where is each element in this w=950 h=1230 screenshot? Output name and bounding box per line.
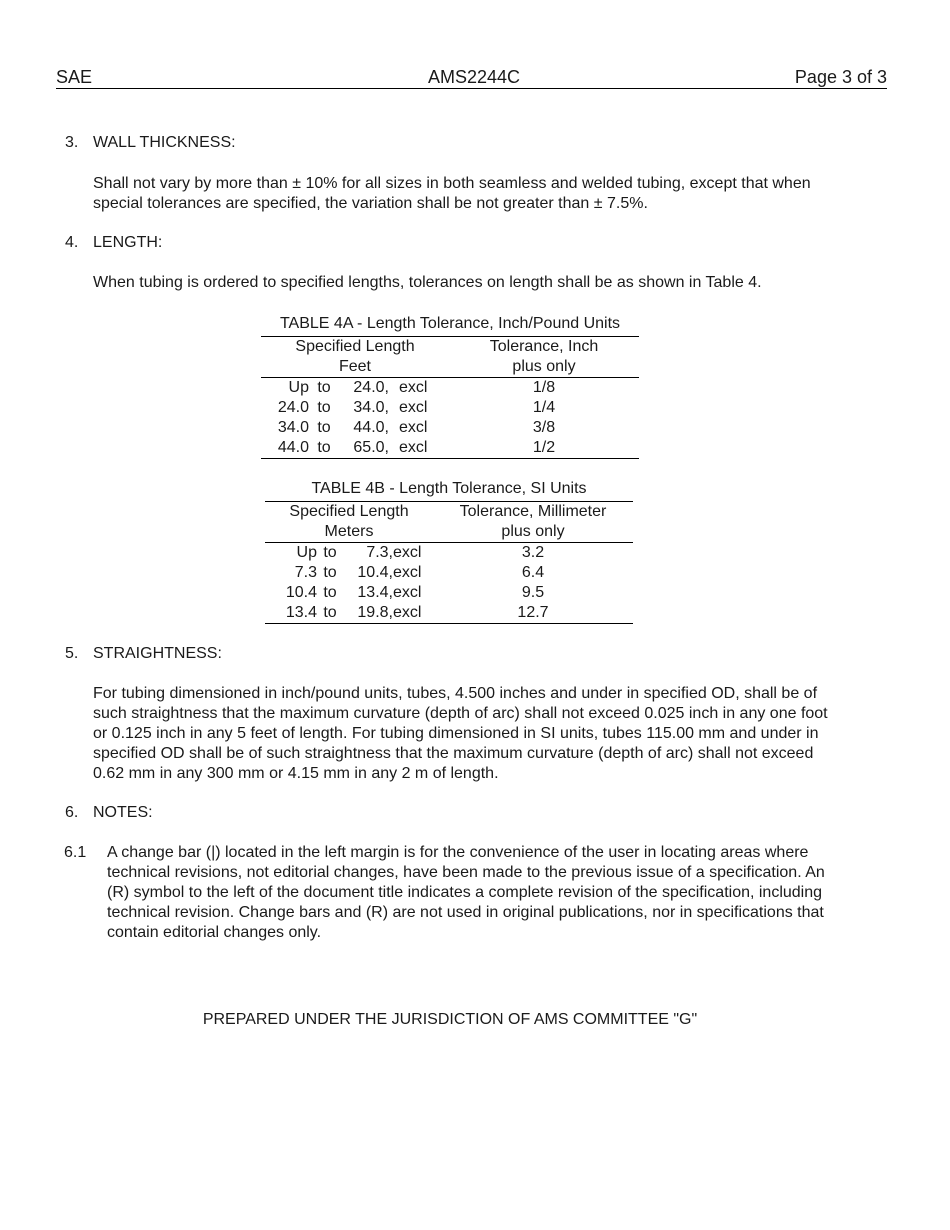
section-5-text: For tubing dimensioned in inch/pound units, tubes, 4.500 inches and under in specified OD, shall be of such straightness that the maximum curvature (depth of arc) shall not exceed 0.025 inch in any one foot or 0.125 inch in any 5 feet of length. For tubing dimensioned in SI units, tubes 115.00 mm and under in specified OD shall be of such straightness that the maximum curvature (depth of arc) shall not exceed 0.62 mm in any 300 mm or 4.15 mm in any 2 m of length. <box>93 685 828 782</box>
table-4a <box>261 336 639 459</box>
header-org: SAE <box>56 67 93 87</box>
length-from: Up <box>296 544 317 561</box>
length-from: 24.0 <box>277 399 309 416</box>
section-3-title: WALL THICKNESS: <box>93 134 236 151</box>
table-4b-col1-header: Specified Length <box>289 503 409 520</box>
length-value: 24.0, <box>353 379 389 396</box>
length-value: 7.3, <box>366 544 393 561</box>
length-from: 13.4 <box>265 603 317 624</box>
length-excl: excl <box>399 379 428 396</box>
section-4-number: 4. <box>65 234 79 251</box>
length-excl: excl <box>393 564 422 581</box>
length-from: 44.0 <box>261 438 309 459</box>
table-row <box>265 563 633 583</box>
length-to: to <box>323 544 337 561</box>
length-excl: excl <box>393 584 422 601</box>
table-row <box>261 398 639 418</box>
length-value: 13.4, <box>357 584 393 601</box>
length-value: 10.4, <box>357 564 393 581</box>
length-to: to <box>323 584 337 601</box>
section-4-text: When tubing is ordered to specified lengths, tolerances on length shall be as shown in Table 4. <box>93 274 762 291</box>
length-to: to <box>317 379 331 396</box>
table-4a-col1-unit: Feet <box>261 357 449 378</box>
tolerance-value: 9.5 <box>521 584 545 601</box>
table-4b-col2-unit: plus only <box>433 522 633 543</box>
section-6-number: 6. <box>65 804 79 821</box>
tolerance-value: 12.7 <box>433 603 633 624</box>
table-row <box>265 543 633 564</box>
length-to: to <box>309 438 339 459</box>
table-row <box>261 438 639 459</box>
tolerance-value: 6.4 <box>521 564 545 581</box>
length-value: 44.0, <box>353 419 389 436</box>
table-4a-col1-header: Specified Length <box>295 338 415 355</box>
table-4b <box>265 501 633 624</box>
length-to: to <box>317 399 331 416</box>
committee-statement: PREPARED UNDER THE JURISDICTION OF AMS COMMITTEE "G" <box>202 1011 698 1028</box>
length-from: 10.4 <box>285 584 317 601</box>
section-5-number: 5. <box>65 645 79 662</box>
table-4b-caption: TABLE 4B - Length Tolerance, SI Units <box>311 480 587 497</box>
length-excl: excl <box>399 419 428 436</box>
table-row <box>261 418 639 438</box>
length-from: Up <box>288 379 309 396</box>
length-value: 19.8, <box>343 603 393 624</box>
section-3-text: Shall not vary by more than ± 10% for all sizes in both seamless and welded tubing, except that when special tolerances are specified, the variation shall be not greater than ± 7.5%. <box>93 175 811 212</box>
table-4a-col2-unit: plus only <box>449 357 639 378</box>
section-6-1-text: A change bar (|) located in the left margin is for the convenience of the user in locating areas where technical revisions, not editorial changes, have been made to the previous issue of a specification. An (R) symbol to the left of the document title indicates a complete revision of the specification, including technical revision. Change bars and (R) are not used in original publications, nor in specifications that contain editorial changes only. <box>107 844 825 941</box>
tolerance-value: 1/8 <box>532 379 556 396</box>
length-excl: excl <box>393 603 433 624</box>
length-to: to <box>317 603 343 624</box>
section-6-1-number: 6.1 <box>64 844 87 861</box>
section-5-title: STRAIGHTNESS: <box>93 645 222 662</box>
table-4b-col1-unit: Meters <box>265 522 433 543</box>
length-from: 7.3 <box>294 564 317 581</box>
length-value: 34.0, <box>353 399 389 416</box>
length-value: 65.0, <box>339 438 389 459</box>
tolerance-value: 1/4 <box>532 399 556 416</box>
length-excl: excl <box>393 544 422 561</box>
header-doc-id: AMS2244C <box>428 67 521 87</box>
tolerance-value: 3.2 <box>521 544 545 561</box>
table-row <box>265 603 633 624</box>
table-row <box>265 583 633 603</box>
tolerance-value: 1/2 <box>449 438 639 459</box>
section-4-title: LENGTH: <box>93 234 163 251</box>
table-4a-caption: TABLE 4A - Length Tolerance, Inch/Pound Units <box>279 315 621 332</box>
table-row <box>261 378 639 399</box>
length-to: to <box>323 564 337 581</box>
section-3-number: 3. <box>65 134 79 151</box>
header-page-number: Page 3 of 3 <box>794 67 887 87</box>
length-from: 34.0 <box>277 419 309 436</box>
tolerance-value: 3/8 <box>532 419 556 436</box>
length-to: to <box>317 419 331 436</box>
table-4b-col2-header: Tolerance, Millimeter <box>459 503 607 520</box>
length-excl: excl <box>399 399 428 416</box>
page-header <box>56 66 887 89</box>
length-excl: excl <box>389 438 449 459</box>
table-4a-col2-header: Tolerance, Inch <box>489 338 599 355</box>
section-6-title: NOTES: <box>93 804 153 821</box>
